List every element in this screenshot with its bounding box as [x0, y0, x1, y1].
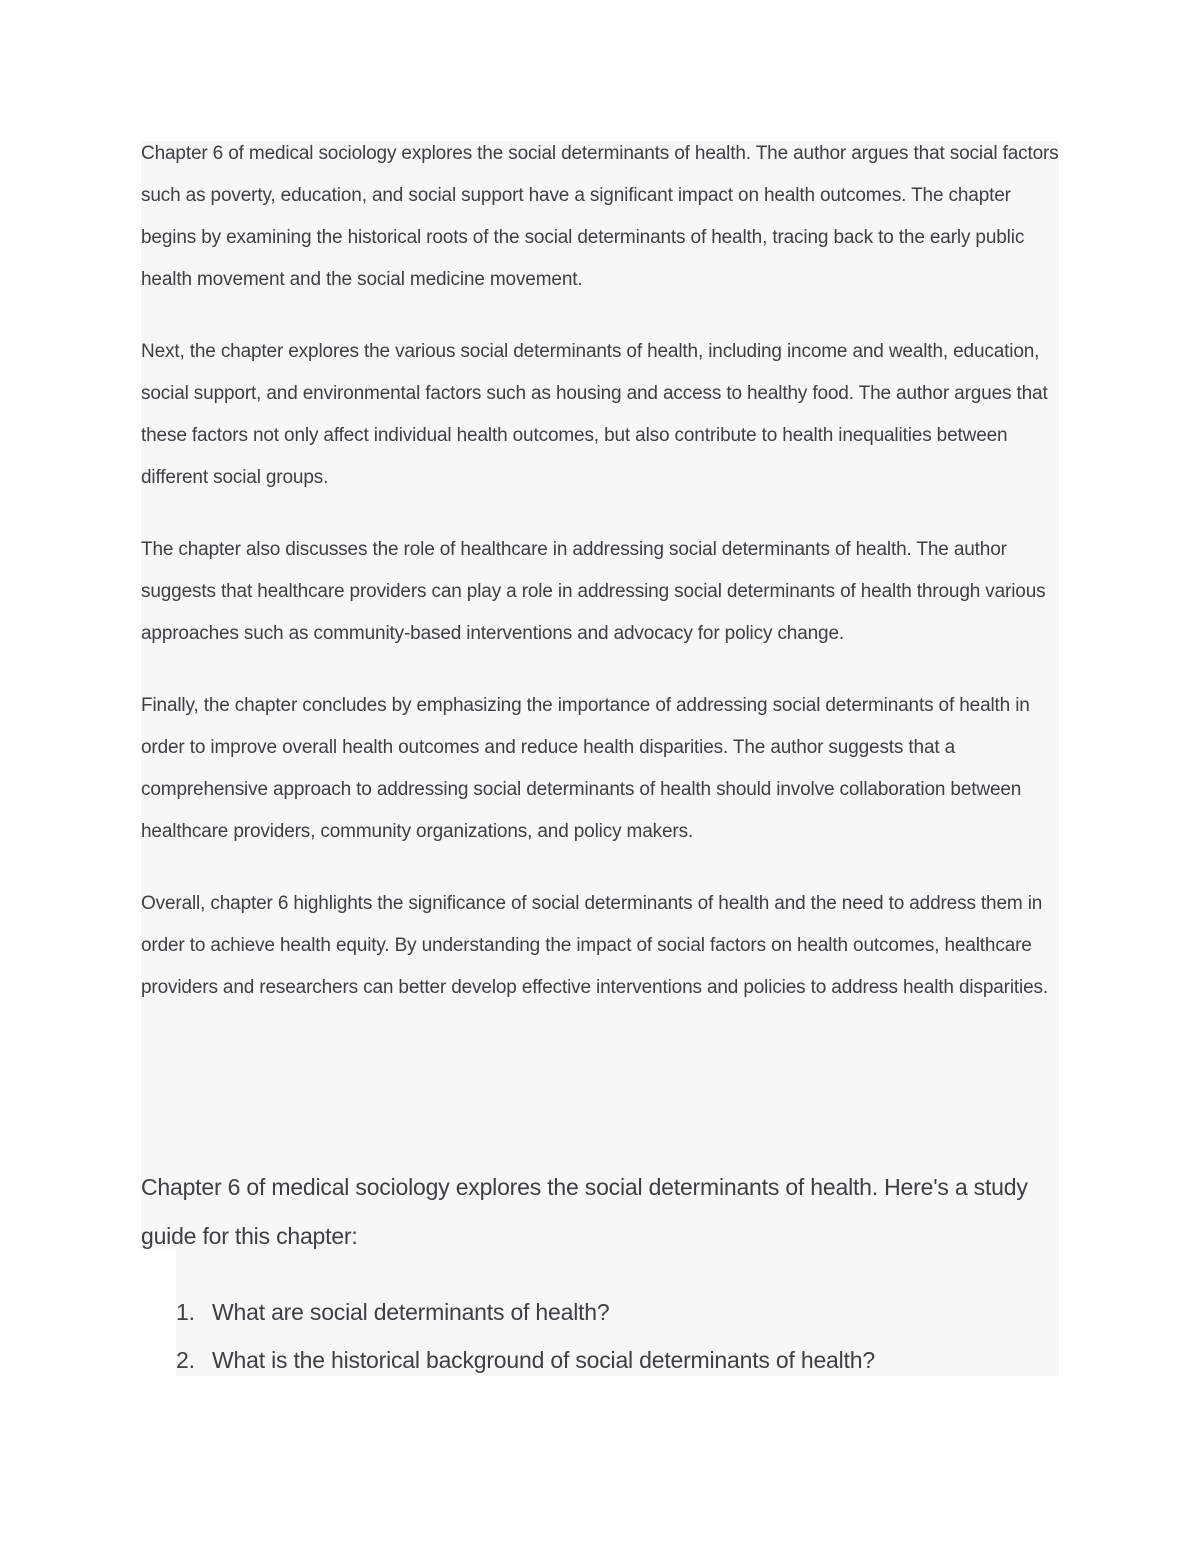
paragraph: Next, the chapter explores the various social determinants of health, including income and wealth, education, social support, and environmental factors such as housing and access to healthy food. The author argues that these factors not only affect individual health outcomes, but also contribute to health inequalities between different social groups.: [141, 341, 1048, 488]
paragraph: Finally, the chapter concludes by emphasizing the importance of addressing social determinants of health in order to improve overall health outcomes and reduce health disparities. The author suggests that a comprehensive approach to addressing social determinants of health should involve collaboration between healthcare providers, community organizations, and policy makers.: [141, 695, 1030, 842]
study-guide-list: [176, 1288, 1056, 1384]
paragraph: Chapter 6 of medical sociology explores the social determinants of health. The author argues that social factors such as poverty, education, and social support have a significant impact on health outcomes. The chapter begins by examining the historical roots of the social determinants of health, tracing back to the early public health movement and the social medicine movement.: [141, 143, 1059, 290]
list-item: [176, 1336, 1056, 1384]
study-guide-intro: Chapter 6 of medical sociology explores the social determinants of health. Here's a study guide for this chapter:: [141, 1174, 1028, 1249]
paragraph: Overall, chapter 6 highlights the significance of social determinants of health and the need to address them in order to achieve health equity. By understanding the impact of social factors on health outcomes, healthcare providers and researchers can better develop effective interventions and policies to address health disparities.: [141, 893, 1048, 998]
list-item: [176, 1288, 1056, 1336]
list-item-number: 2.: [176, 1347, 195, 1373]
list-item-text: What is the historical background of social determinants of health?: [212, 1347, 875, 1373]
paragraph: The chapter also discusses the role of healthcare in addressing social determinants of health. The author suggests that healthcare providers can play a role in addressing social determinants of health through various approaches such as community-based interventions and advocacy for policy change.: [141, 539, 1046, 644]
summary-body: [141, 133, 1061, 1039]
list-item-number: 1.: [176, 1299, 195, 1325]
list-item-text: What are social determinants of health?: [212, 1299, 610, 1325]
